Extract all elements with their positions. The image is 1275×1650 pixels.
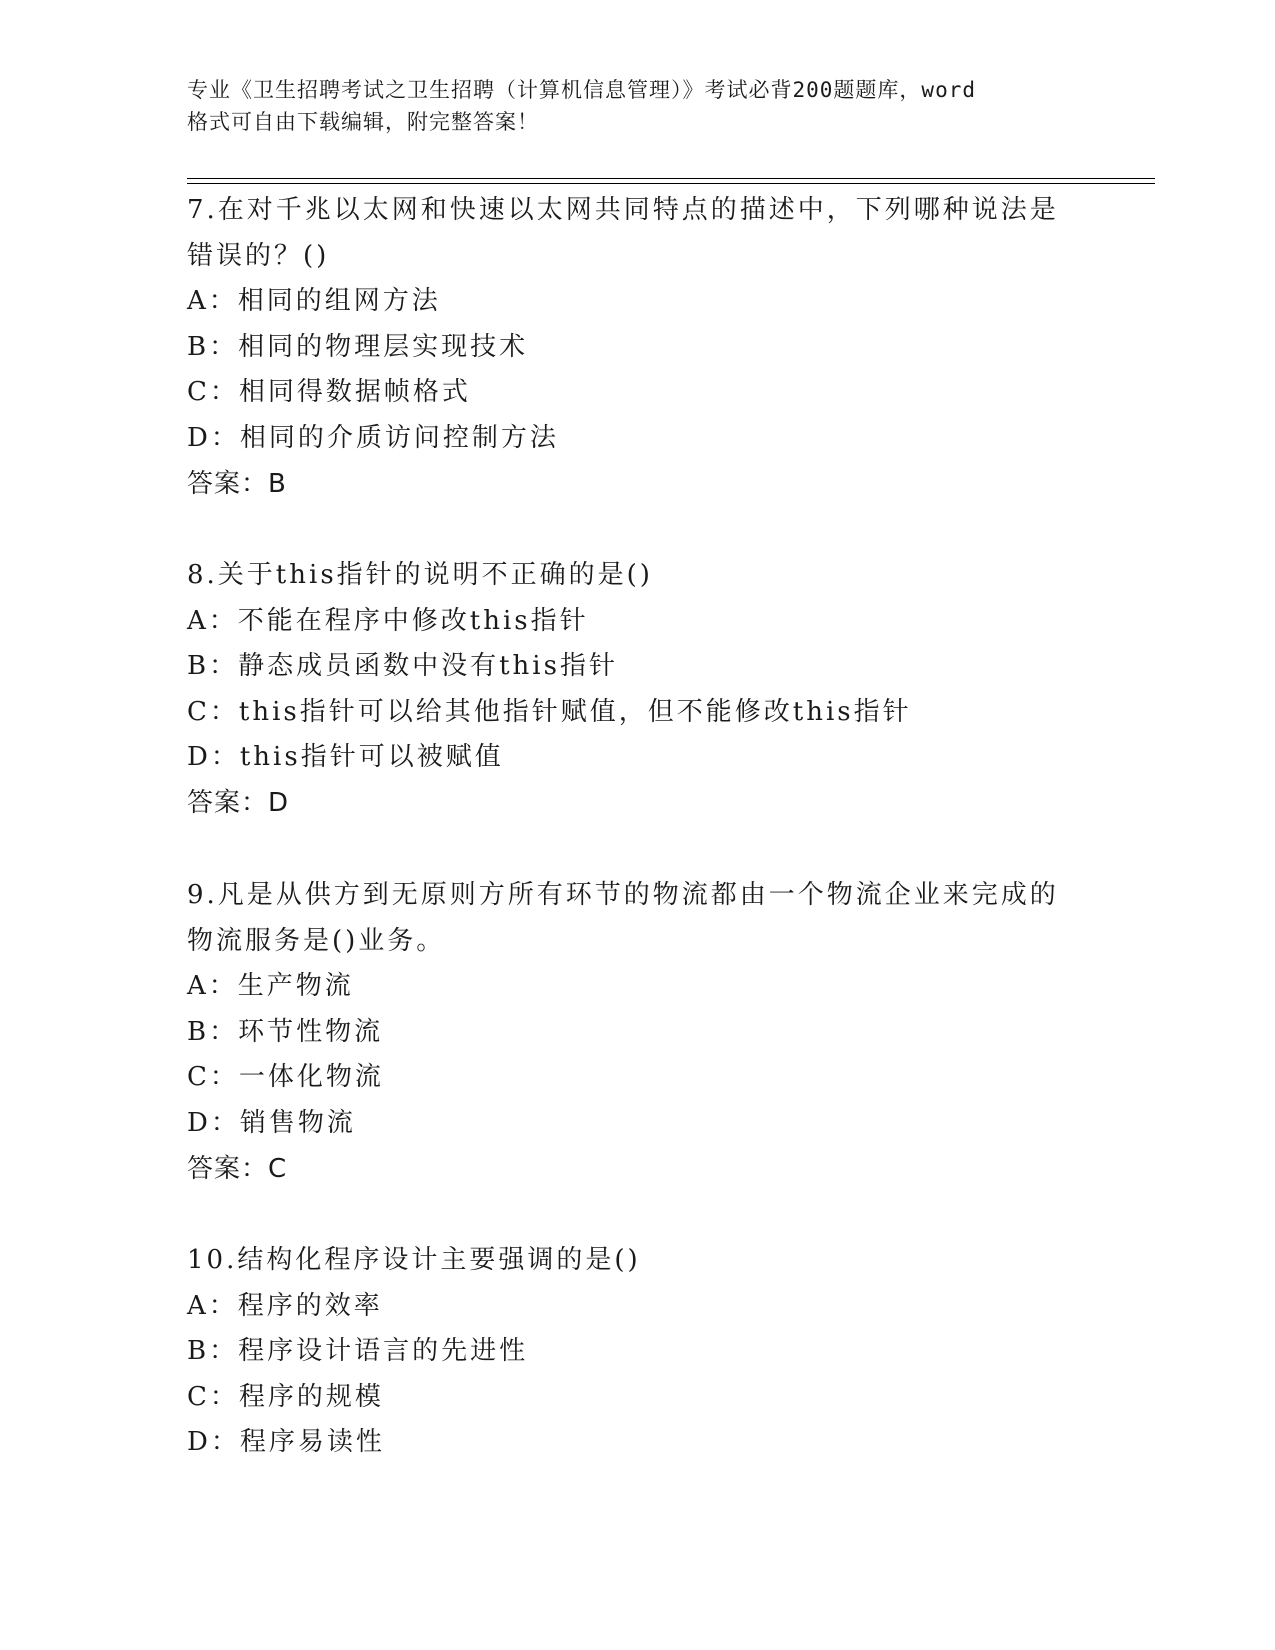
header-line-2: 格式可自由下载编辑，附完整答案！ xyxy=(187,110,539,134)
option-c: C：一体化物流 xyxy=(187,1062,384,1093)
question-stem-line: 9.凡是从供方到无原则方所有环节的物流都由一个物流企业来完成的 xyxy=(187,880,1059,910)
question-stem-line: 8.关于this指针的说明不正确的是() xyxy=(187,560,653,590)
option-d: D：程序易读性 xyxy=(187,1427,385,1458)
question-stem-line: 7.在对千兆以太网和快速以太网共同特点的描述中，下列哪种说法是 xyxy=(187,195,1059,225)
answer-text: 答案：C xyxy=(187,1153,288,1184)
question-stem-line: 错误的？() xyxy=(187,240,330,271)
question-8 xyxy=(187,553,1087,827)
option-b: B：相同的物理层实现技术 xyxy=(187,331,529,362)
option-b: B：静态成员函数中没有this指针 xyxy=(187,651,618,682)
option-d: D：相同的介质访问控制方法 xyxy=(187,422,559,453)
option-c: C：程序的规模 xyxy=(187,1381,384,1412)
question-9 xyxy=(187,873,1087,1192)
option-c: C：this指针可以给其他指针赋值，但不能修改this指针 xyxy=(187,696,912,727)
option-d: D：this指针可以被赋值 xyxy=(187,742,504,773)
question-stem-line: 10.结构化程序设计主要强调的是() xyxy=(187,1245,641,1275)
option-a: A：生产物流 xyxy=(187,971,354,1002)
option-a: A：相同的组网方法 xyxy=(187,286,441,317)
option-d: D：销售物流 xyxy=(187,1107,356,1138)
option-b: B：程序设计语言的先进性 xyxy=(187,1336,529,1367)
option-b: B：环节性物流 xyxy=(187,1016,384,1047)
header-line-1: 专业《卫生招聘考试之卫生招聘（计算机信息管理）》考试必背200题题库，word xyxy=(187,78,976,102)
answer-text: 答案：D xyxy=(187,787,290,818)
question-10 xyxy=(187,1238,1087,1466)
question-stem-line: 物流服务是()业务。 xyxy=(187,925,446,956)
option-c: C：相同得数据帧格式 xyxy=(187,377,471,408)
option-a: A：不能在程序中修改this指针 xyxy=(187,605,589,636)
document-header xyxy=(187,74,1087,138)
header-divider-bottom xyxy=(187,183,1155,184)
question-7 xyxy=(187,188,1087,507)
header-divider-top xyxy=(187,178,1155,179)
option-a: A：程序的效率 xyxy=(187,1290,383,1321)
answer-text: 答案：B xyxy=(187,468,287,499)
